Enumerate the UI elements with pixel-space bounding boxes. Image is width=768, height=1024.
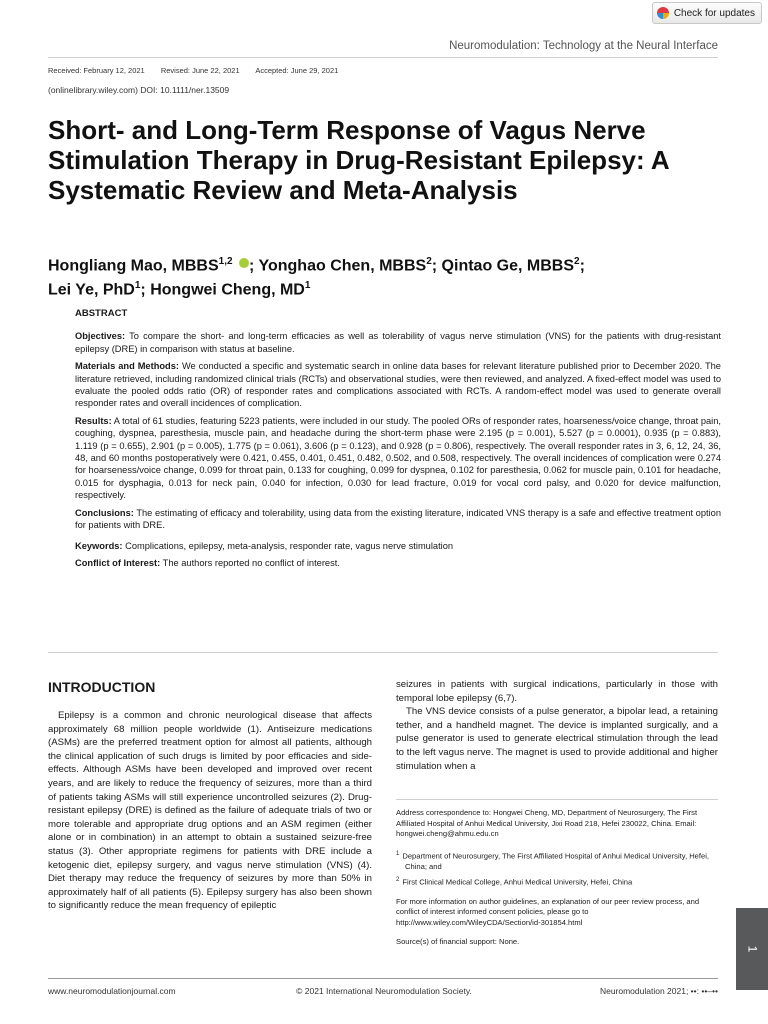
footnote-divider [396, 799, 718, 800]
abstract [75, 308, 721, 574]
article-title: Short- and Long-Term Response of Vagus Nerve Stimulation Therapy in Drug-Resistant Epilepsy: A Systematic Review and Meta-Analysis [48, 115, 669, 205]
author-name: Lei Ye, PhD [48, 281, 135, 299]
footer-divider [48, 978, 718, 979]
body-column-left [48, 709, 372, 913]
author-name: Hongliang Mao, MBBS [48, 257, 219, 275]
author-affiliation: 2 [574, 256, 580, 267]
author-name: Yonghao Chen, MBBS [258, 257, 427, 275]
crossmark-icon [657, 7, 669, 19]
abstract-results: Results: A total of 61 studies, featuring 5223 patients, were included in our study. The pooled ORs of responder rates, hoarseness/voice change, throat pain, coughing, dyspnea, paresthesia, muscle pain, and headache during the short-term phase were 2.195 (p = 0.001), 5.527 (p = 0.0001), 0.935 (p = 0.883), 1.119 (p = 0.655), 2.901 (p = 0.005), 1.775 (p = 0.061), 3.606 (p = 0.123), and 0.928 (p = 0.806), respectively. The overall responder rates in 3, 6, 12, 24, 36, 48, and 60 months postoperatively were 0.421, 0.455, 0.401, 0.451, 0.482, 0.502, and 0.508, respectively. The overall incidences of complication were 0.274 for hoarseness/voice change, 0.099 for throat pain, 0.133 for coughing, 0.099 for dyspnea, 0.102 for paresthesia, 0.062 for muscle pain, 0.101 for headache, 0.015 for dysphagia, 0.013 for neck pain, 0.040 for infection, 0.030 for lead fracture, 0.019 for vocal cord palsy, and 0.020 for device malfunction, respectively. [75, 415, 721, 501]
revised-date: Revised: June 22, 2021 [160, 66, 240, 75]
header-divider [48, 57, 718, 58]
doi-line: (onlinelibrary.wiley.com) DOI: 10.1111/ner.13509 [48, 85, 230, 95]
footnotes [396, 808, 718, 957]
intro-paragraph-1-continued: seizures in patients with surgical indications, particularly in those with temporal lobe epilepsy (6,7). [396, 679, 718, 704]
footer-website-link[interactable]: www.neuromodulationjournal.com [48, 986, 176, 996]
conflict-of-interest: Conflict of Interest: The authors reported no conflict of interest. [75, 557, 340, 568]
footer-copyright: © 2021 International Neuromodulation Society. [296, 986, 472, 996]
accepted-date: Accepted: June 29, 2021 [255, 66, 339, 75]
abstract-heading: ABSTRACT [75, 308, 128, 319]
author-affiliation: 1,2 [218, 256, 233, 267]
abstract-objectives: Objectives: To compare the short- and long-term efficacies as well as tolerability of vagus nerve stimulation (VNS) for the patients with drug-resistant epilepsy (DRE) in comparison with status at baseline. [75, 331, 722, 354]
author-guidelines-note: For more information on author guidelines, an explanation of our peer review process, and conflict of interest informed consent policies, please go to http://www.wiley.com/WileyCDA/Section/id-301854.html [396, 896, 700, 927]
author-affiliation: 1 [134, 280, 141, 292]
introduction-heading: INTRODUCTION [48, 679, 156, 695]
article-dates [48, 66, 352, 75]
received-date: Received: February 12, 2021 [48, 66, 145, 75]
author-affiliation: 2 [426, 256, 432, 267]
keywords: Keywords: Complications, epilepsy, meta-analysis, responder rate, vagus nerve stimulation [75, 540, 454, 551]
correspondence-note: Address correspondence to: Hongwei Cheng, MD, Department of Neurosurgery, The First Affiliated Hospital of Anhui Medical University, Jixi Road 218, Hefei 230022, China. Email: hongwei.cheng@ahmu.edu.cn [396, 808, 698, 839]
author-list: Hongliang Mao, MBBS$^{1,2}$ ; Yonghao Chen, MBBS$^2$; Qintao Ge, MBBS$^2$; Lei Ye, PhD$^1$; Hongwei Cheng, $MD^1$ [48, 256, 585, 299]
page-number: 1 [745, 945, 759, 953]
abstract-divider [48, 652, 718, 653]
footer-citation: Neuromodulation 2021; ••: ••–•• [599, 986, 718, 996]
journal-header: Neuromodulation: Technology at the Neural Interface [449, 40, 718, 52]
author-name: Hongwei Cheng, MD [150, 281, 305, 299]
intro-paragraph-1: Epilepsy is a common and chronic neurological disease that affects approximately 68 million people worldwide (1). Antiseizure medications (ASMs) are the preferred treatment option for almost all patients, although the clinical application of such drugs is limited by poor efficacies and side-effects. Although ASMs have been developed and improved over recent years, and are likely to reduce the frequency of seizures, more than a third of patients taking ASMs will still experience uncontrolled seizures (2). Drug-resistant epilepsy (DRE) is defined as the failure of adequate trials of two or more tolerable and appropriate drug options and an ASM regimen (either alone or in combination) in an attempt to obtain a sustained seizure-free status (3). Other appropriate regimens for patients with DRE include a ketogenic diet, epilepsy surgery, and vagus nerve stimulation (VNS) (4). Diet therapy may reduce the frequency of seizures by more than 50% in approximately half of all patients (5). Epilepsy surgery has also been shown to significantly reduce the mean frequency of epileptic [48, 710, 372, 912]
check-for-updates-button[interactable] [652, 2, 762, 24]
check-for-updates-label: Check for updates [673, 7, 755, 19]
affiliation-1: $^1$ Department of Neurosurgery, The First Affiliated Hospital of Anhui Medical University, Hefei, China; and [396, 850, 710, 871]
intro-paragraph-2: The VNS device consists of a pulse generator, a bipolar lead, a retaining tether, and a handheld magnet. The device is implanted surgically, and a pulse generator is used to generate electrical stimulation through the lead to the left vagus nerve. The magnet is used to provide additional and higher stimulation when a [396, 706, 718, 772]
financial-support-note: Source(s) of financial support: None. [396, 937, 520, 947]
author-name: Qintao Ge, MBBS [441, 257, 574, 275]
page-number-tab [736, 908, 768, 990]
abstract-conclusions: Conclusions: The estimating of efficacy and tolerability, using data from the existing literature, indicated VNS therapy is a safe and effective treatment option for patients with DRE. [75, 507, 721, 531]
affiliation-2: $^2$ First Clinical Medical College, Anhui Medical University, Hefei, China [396, 876, 633, 887]
abstract-methods: Materials and Methods: We conducted a specific and systematic search in online data bases for relevant literature published prior to December 2020. The literature retrieved, including randomized clinical trials (RCTs) and observational studies, were then reviewed, and analyzed. A fixed-effect model was used to evaluate the pooled odds ratio (OR) of responder rates and complications associated with RCTs. A random-effect model was used to generate overall responder rates and overall incidences of complication. [75, 361, 721, 409]
orcid-icon[interactable] [239, 258, 249, 268]
author-affiliation: 1 [304, 280, 311, 292]
body-column-right [396, 678, 718, 773]
